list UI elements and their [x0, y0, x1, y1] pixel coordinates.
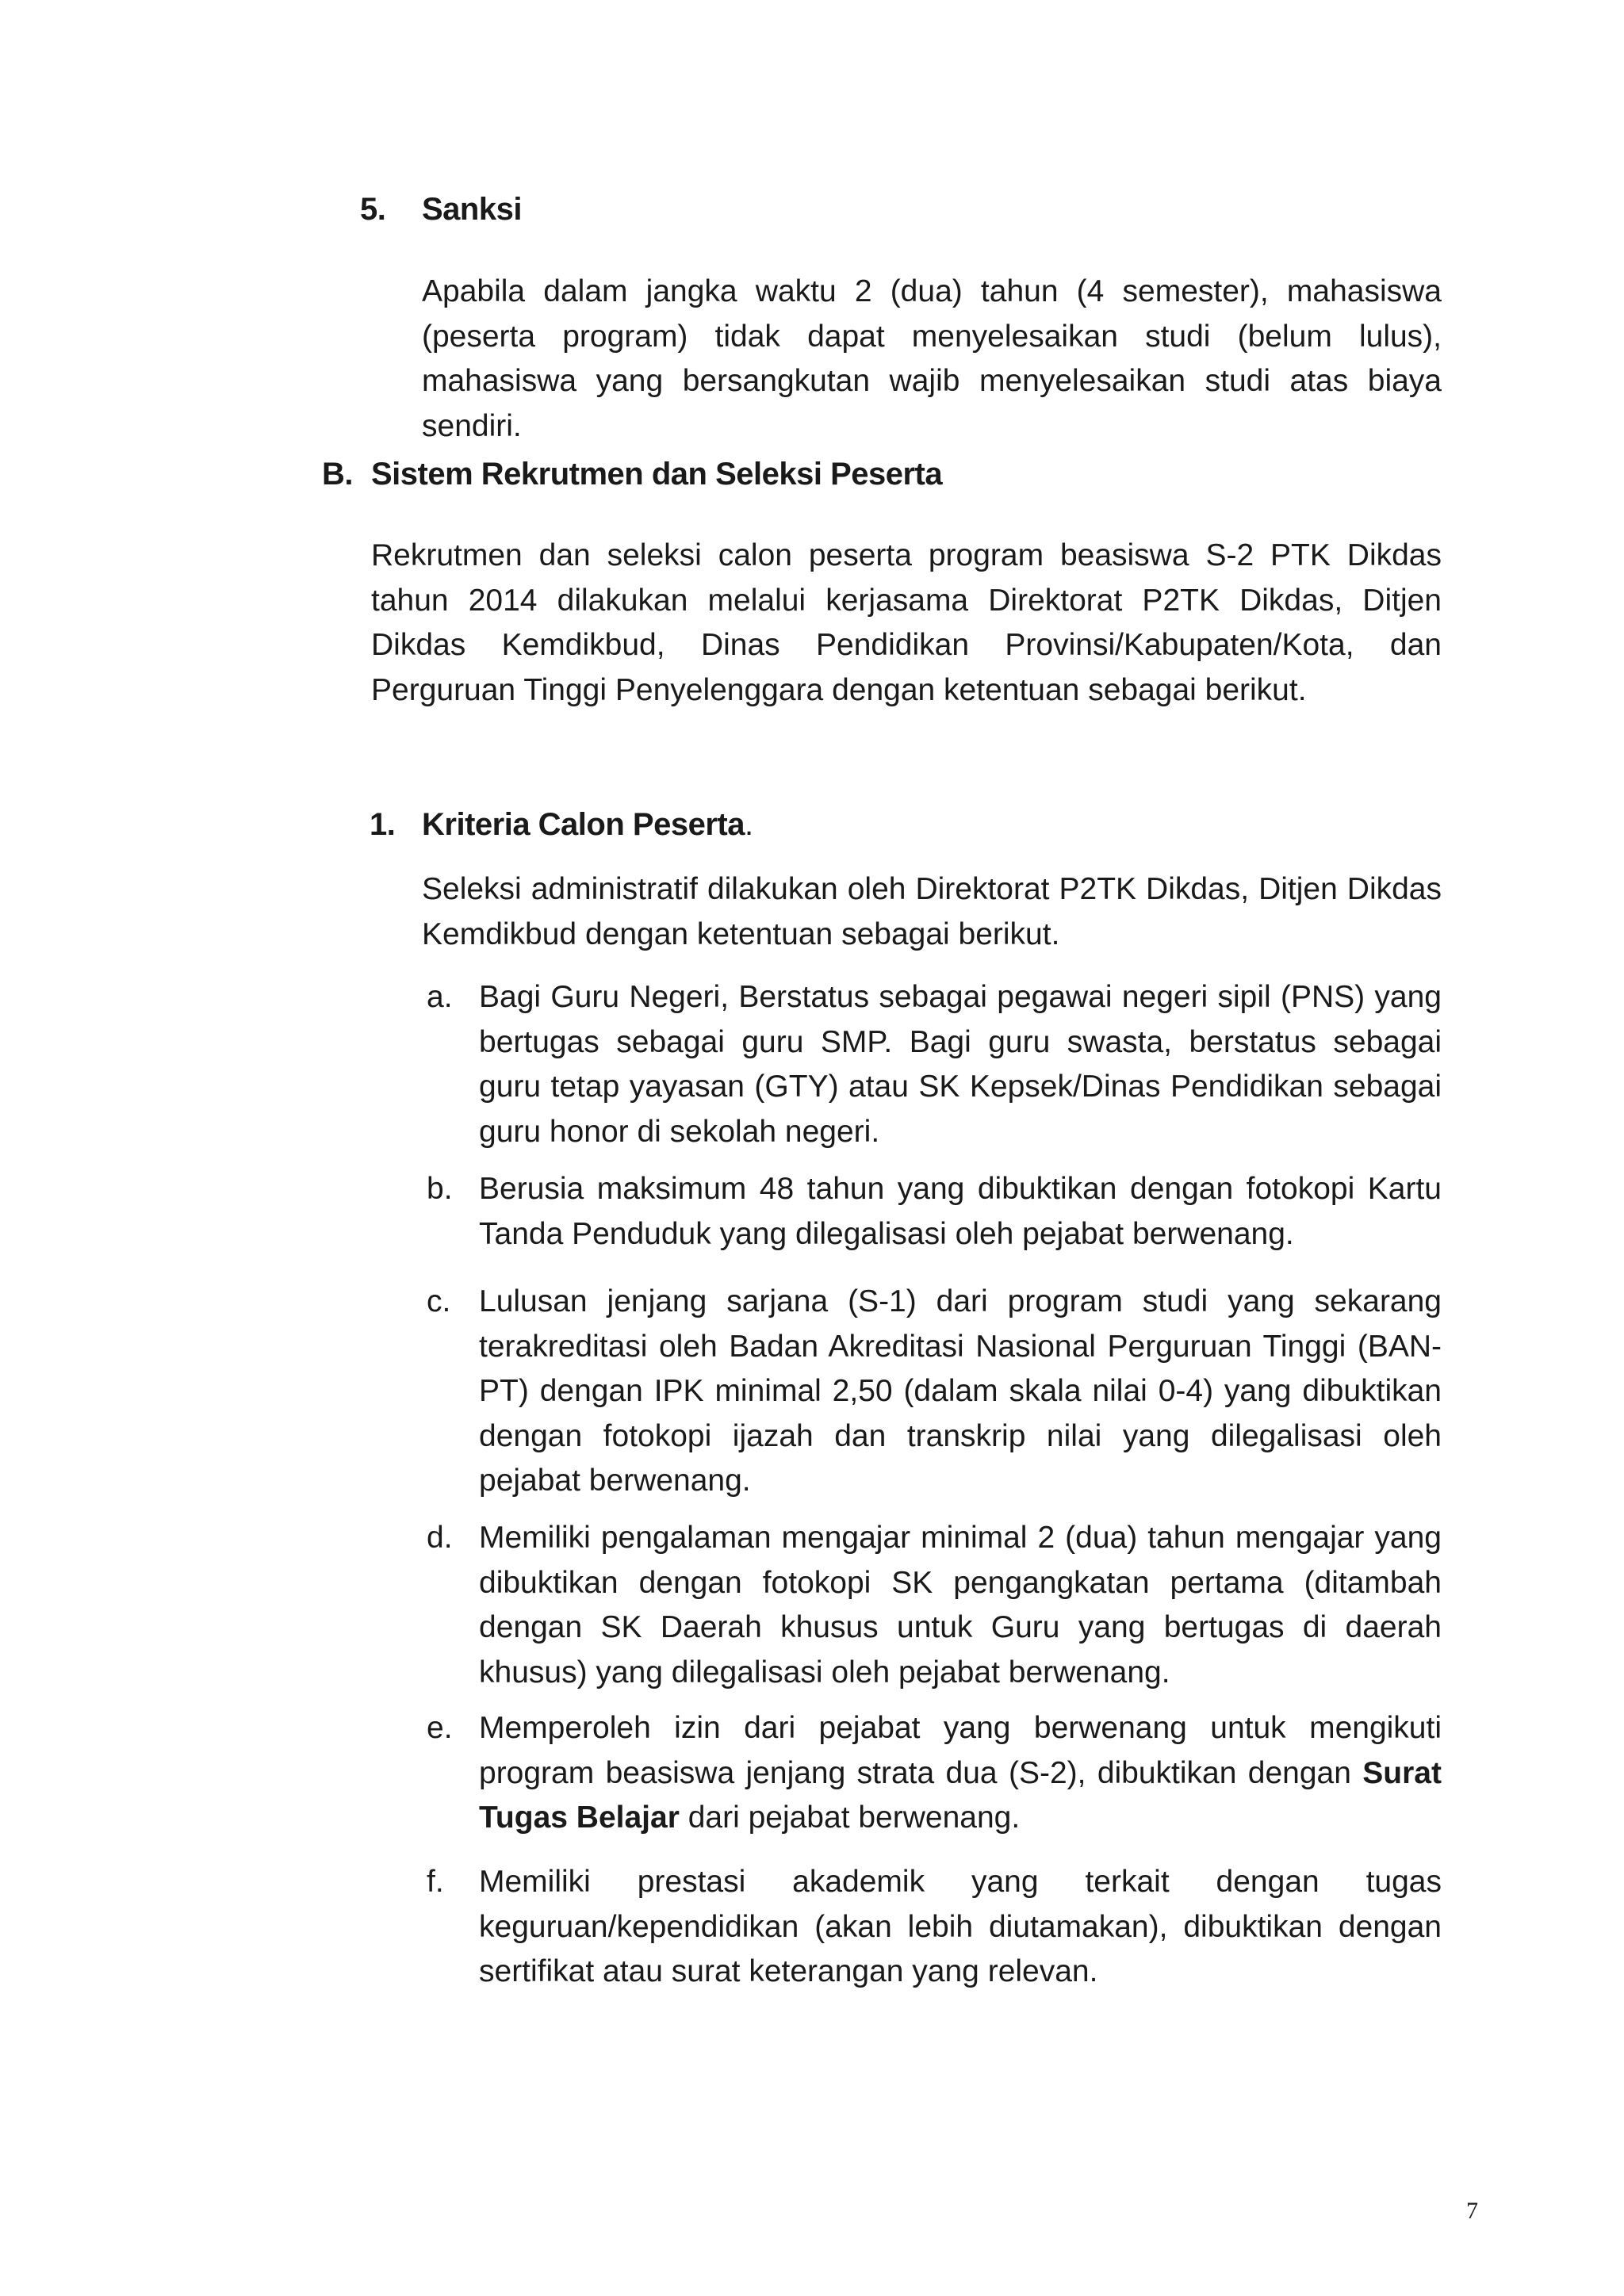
- page-number: 7: [1466, 2198, 1478, 2224]
- list-marker: f.: [427, 1865, 444, 1899]
- list-item-text: Berusia maksimum 48 tahun yang dibuktikan dengan fotokopi Kartu Tanda Penduduk yang dilegalisasi oleh pejabat berwenang.: [479, 1172, 1442, 1251]
- list-item-text: Memiliki prestasi akademik yang terkait dengan tugas keguruan/kependidikan (akan lebih diutamakan), dibuktikan dengan sertifikat atau surat keterangan yang relevan.: [479, 1865, 1442, 1988]
- list-marker: d.: [427, 1521, 453, 1555]
- list-item-text: Lulusan jenjang sarjana (S-1) dari program studi yang sekarang terakreditasi oleh Badan Akreditasi Nasional Perguruan Tinggi (BAN-PT) dengan IPK minimal 2,50 (dalam skala nilai 0-4) yang dibuktikan dengan fotokopi ijazah dan transkrip nilai yang dilegalisasi oleh pejabat berwenang.: [479, 1284, 1442, 1498]
- list-marker: e.: [427, 1711, 453, 1745]
- list-marker: b.: [427, 1172, 453, 1206]
- section-b-paragraph: Rekrutmen dan seleksi calon peserta program beasiswa S-2 PTK Dikdas tahun 2014 dilakukan melalui kerjasama Direktorat P2TK Dikdas, Ditjen Dikdas Kemdikbud, Dinas Pendidikan Provinsi/Kabupaten/Kota, dan Perguruan Tinggi Penyelenggara dengan ketentuan sebagai berikut.: [371, 538, 1442, 707]
- section-1-heading: [370, 807, 753, 843]
- list-item-text: Bagi Guru Negeri, Berstatus sebagai pegawai negeri sipil (PNS) yang bertugas sebagai guru SMP. Bagi guru swasta, berstatus sebagai guru tetap yayasan (GTY) atau SK Kepsek/Dinas Pendidikan sebagai guru honor di sekolah negeri.: [479, 980, 1442, 1149]
- list-marker: c.: [427, 1284, 451, 1318]
- list-item-text-after: dari pejabat berwenang.: [679, 1800, 1021, 1835]
- surat-tugas-belajar-bold: Surat Tugas Belajar: [479, 1755, 1442, 1835]
- section-5-title: Sanksi: [422, 192, 522, 227]
- list-item-text: [479, 1706, 1442, 1841]
- section-1-paragraph: Seleksi administratif dilakukan oleh Direktorat P2TK Dikdas, Ditjen Dikdas Kemdikbud dengan ketentuan sebagai berikut.: [422, 872, 1442, 951]
- list-item-text-before: Memperoleh izin dari pejabat yang berwenang untuk mengikuti program beasiswa jenjang strata dua (S-2), dibuktikan dengan: [479, 1711, 1442, 1790]
- section-b-number: B.: [322, 457, 353, 492]
- section-b-heading: [322, 457, 942, 492]
- section-1-title-suffix: .: [744, 807, 753, 842]
- list-marker: a.: [427, 980, 453, 1014]
- section-b-title: Sistem Rekrutmen dan Seleksi Peserta: [371, 457, 943, 492]
- section-5-paragraph: Apabila dalam jangka waktu 2 (dua) tahun (4 semester), mahasiswa (peserta program) tidak dapat menyelesaikan studi (belum lulus), mahasiswa yang bersangkutan wajib menyelesaikan studi atas biaya sendiri.: [422, 274, 1442, 443]
- section-5-number: 5.: [360, 192, 386, 227]
- list-item-text: Memiliki pengalaman mengajar minimal 2 (dua) tahun mengajar yang dibuktikan dengan fotokopi SK pengangkatan pertama (ditambah dengan SK Daerah khusus untuk Guru yang bertugas di daerah khusus) yang dilegalisasi oleh pejabat berwenang.: [479, 1521, 1442, 1689]
- section-5-heading: [360, 192, 522, 228]
- section-1-number: 1.: [370, 807, 396, 842]
- section-1-title: Kriteria Calon Peserta: [422, 807, 745, 842]
